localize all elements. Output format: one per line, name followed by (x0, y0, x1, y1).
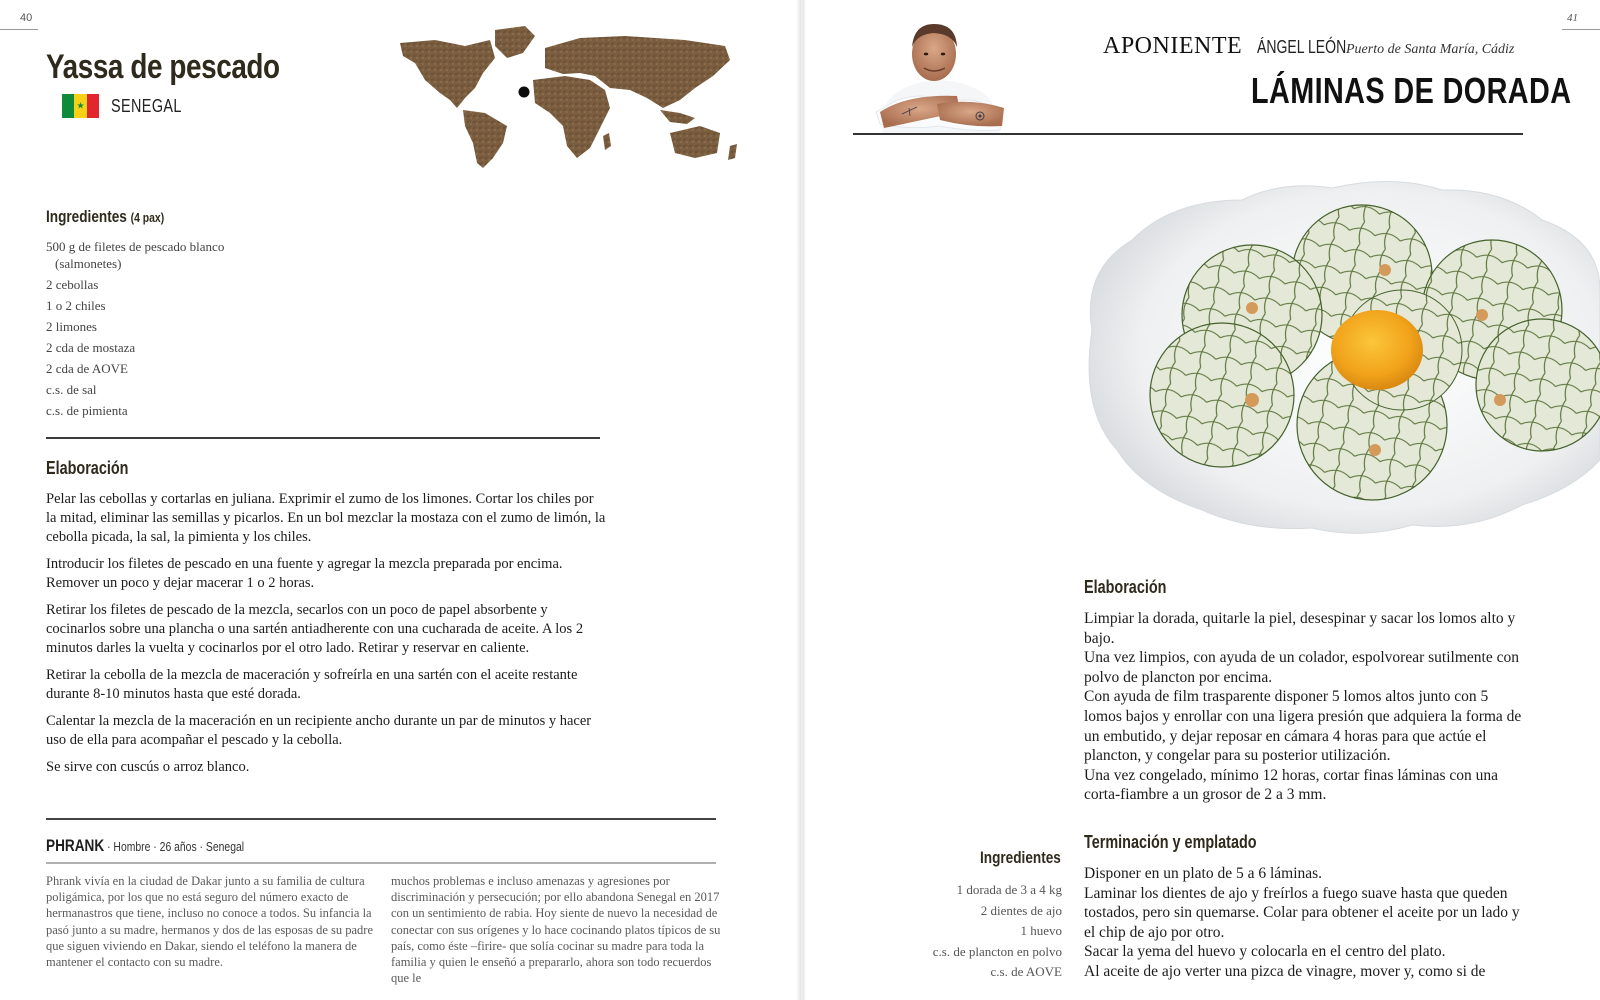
ingredient-item: 500 g de filetes de pescado blanco (salmonetes) (46, 239, 225, 271)
ingredient-item: c.s. de plancton en polvo (932, 943, 1062, 959)
finishing-line: Al aceite de ajo verter una pizca de vinagre, mover y, como si de (1084, 962, 1486, 980)
finishing-text (1084, 864, 1524, 982)
page-number: 41 (1567, 12, 1578, 24)
elaboration-line: Una vez congelado, mínimo 12 horas, cortar finas láminas con una corta-fiambre a un grosor de 2 a 3 mm. (1084, 766, 1499, 804)
book-gutter (796, 0, 806, 1000)
finishing-line: Disponer en un plato de 5 a 6 láminas. (1084, 865, 1323, 882)
elaboration-paragraph: Retirar la cebolla de la mezcla de maceración y sofreírla en una sartén con el aceite restante durante 8-10 minutos hasta que esté dorada. (46, 667, 578, 702)
ingredient-item: 1 o 2 chiles (46, 298, 106, 313)
recipe-title: LÁMINAS DE DORADA (1251, 70, 1572, 111)
finishing-line: Laminar los dientes de ajo y freírlos a fuego suave hasta que queden tostados, pero sin quemarse. Colar para obtener el aceite por un lado y el chip de ajo por otro. (1084, 884, 1520, 941)
elaboration-paragraph: Pelar las cebollas y cortarlas en juliana. Exprimir el zumo de los limones. Cortar los chiles por la mitad, eliminar las semillas y picarlos. En un bol mezclar la mostaza con el zumo de limón, la cebolla picada, la sal, la pimienta y los chiles. (46, 491, 606, 545)
ingredients-heading: Ingredientes (980, 848, 1061, 867)
ingredient-item: 2 cebollas (46, 277, 99, 292)
ingredient-item: c.s. de pimienta (46, 403, 128, 418)
ingredient-item: c.s. de AOVE (990, 964, 1062, 979)
elaboration-paragraph: Retirar los filetes de pescado de la mezcla, secarlos con un poco de papel absorbente y cocinarlos sobre una plancha o una sartén antiadherente con una cucharada de aceite. A los 2 minutos darles la vuelta y cocinarlos por el otro lado. Retirar y reservar en caliente. (46, 602, 584, 656)
chef-portrait-image (862, 12, 1017, 134)
elaboration-text (46, 490, 606, 785)
ingredients-list (46, 238, 346, 423)
folio-rule (0, 29, 38, 30)
profile-name: PHRANK (46, 836, 105, 855)
elaboration-heading: Elaboración (46, 458, 129, 478)
ingredient-item: c.s. de sal (46, 382, 97, 397)
folio-rule (1562, 29, 1600, 30)
right-page (800, 0, 1600, 1000)
ingredient-item: 1 dorada de 3 a 4 kg (956, 882, 1062, 897)
ingredient-item: 2 cda de AOVE (46, 361, 128, 376)
section-divider (46, 437, 600, 439)
dish-photo-image (1072, 160, 1600, 540)
ingredients-heading: Ingredientes (4 pax) (46, 207, 165, 226)
profile-heading (46, 836, 244, 856)
senegal-location-marker (519, 87, 530, 98)
page-number: 40 (20, 12, 33, 24)
country-name: SENEGAL (111, 95, 182, 116)
ingredient-item: 2 limones (46, 319, 97, 334)
ingredient-item: 1 huevo (1020, 923, 1062, 938)
chef-name: ÁNGEL LEÓN (1257, 37, 1347, 57)
elaboration-line: Una vez limpios, con ayuda de un colador, espolvorear sutilmente con polvo de plancton por encima. (1084, 649, 1519, 686)
elaboration-paragraph: Se sirve con cuscús o arroz blanco. (46, 759, 250, 775)
elaboration-heading: Elaboración (1084, 577, 1167, 597)
profile-text-column-2: muchos problemas e incluso amenazas y agresiones por discriminación y persecución; por ello abandona Senegal en 2017 con un sentimiento de rabia. Hoy siente de nuevo la necesidad de conectar con sus orígenes y lo hace cocinando platos típicos de su país, como éste –firire- que solía cocinar su madre para toda la familia y quien le enseñó a prepararlo, ahora son todo recuerdos que le (391, 874, 721, 986)
world-map-image (395, 18, 745, 173)
restaurant-location: Puerto de Santa María, Cádiz (1346, 42, 1515, 57)
elaboration-line: Limpiar la dorada, quitarle la piel, desespinar y sacar los lomos alto y bajo. (1084, 610, 1516, 647)
egg-yolk (1331, 310, 1423, 390)
ingredient-item: 2 dientes de ajo (980, 902, 1062, 918)
elaboration-text (1084, 609, 1524, 805)
finishing-line: Sacar la yema del huevo y colocarla en el centro del plato. (1084, 943, 1446, 961)
restaurant-name: APONIENTE (1103, 33, 1243, 59)
profile-divider-bottom (46, 862, 716, 864)
ingredients-list (880, 880, 1062, 983)
header-divider (853, 133, 1523, 135)
ingredient-item: 2 cda de mostaza (46, 340, 136, 355)
country-label (62, 94, 200, 118)
recipe-title: Yassa de pescado (46, 48, 280, 86)
elaboration-paragraph: Calentar la mezcla de la maceración en un recipiente ancho durante un par de minutos y hacer uso de ella para acompañar el pescado y la cebolla. (46, 713, 592, 748)
elaboration-paragraph: Introducir los filetes de pescado en una fuente y agregar la mezcla preparada por encima. Remover un poco y dejar macerar 1 o 2 horas. (46, 556, 563, 591)
profile-meta: · Hombre · 26 años · Senegal (104, 839, 245, 854)
profile-text-column-1: Phrank vivía en la ciudad de Dakar junto a su familia de cultura poligámica, por los que no está seguro del número exacto de hermanastros que tiene, incluso no conoce a todos. Su infancia la pasó junto a su madre, hermanos y dos de las esposas de su padre que siguen viviendo en Dakar, siendo el teléfono la manera de mantener el contacto con su madre. (46, 874, 374, 970)
finishing-heading: Terminación y emplatado (1084, 832, 1257, 852)
elaboration-line: Con ayuda de film trasparente disponer 5 lomos altos junto con 5 lomos bajos y enrollar con una ligera presión que adquiera la forma de un embutido, y dejar reposar en cámara 4 horas para que actúe el plancton, y congelar para su posterior utilización. (1084, 688, 1522, 765)
senegal-flag-icon (62, 94, 99, 118)
profile-divider-top (46, 818, 716, 820)
